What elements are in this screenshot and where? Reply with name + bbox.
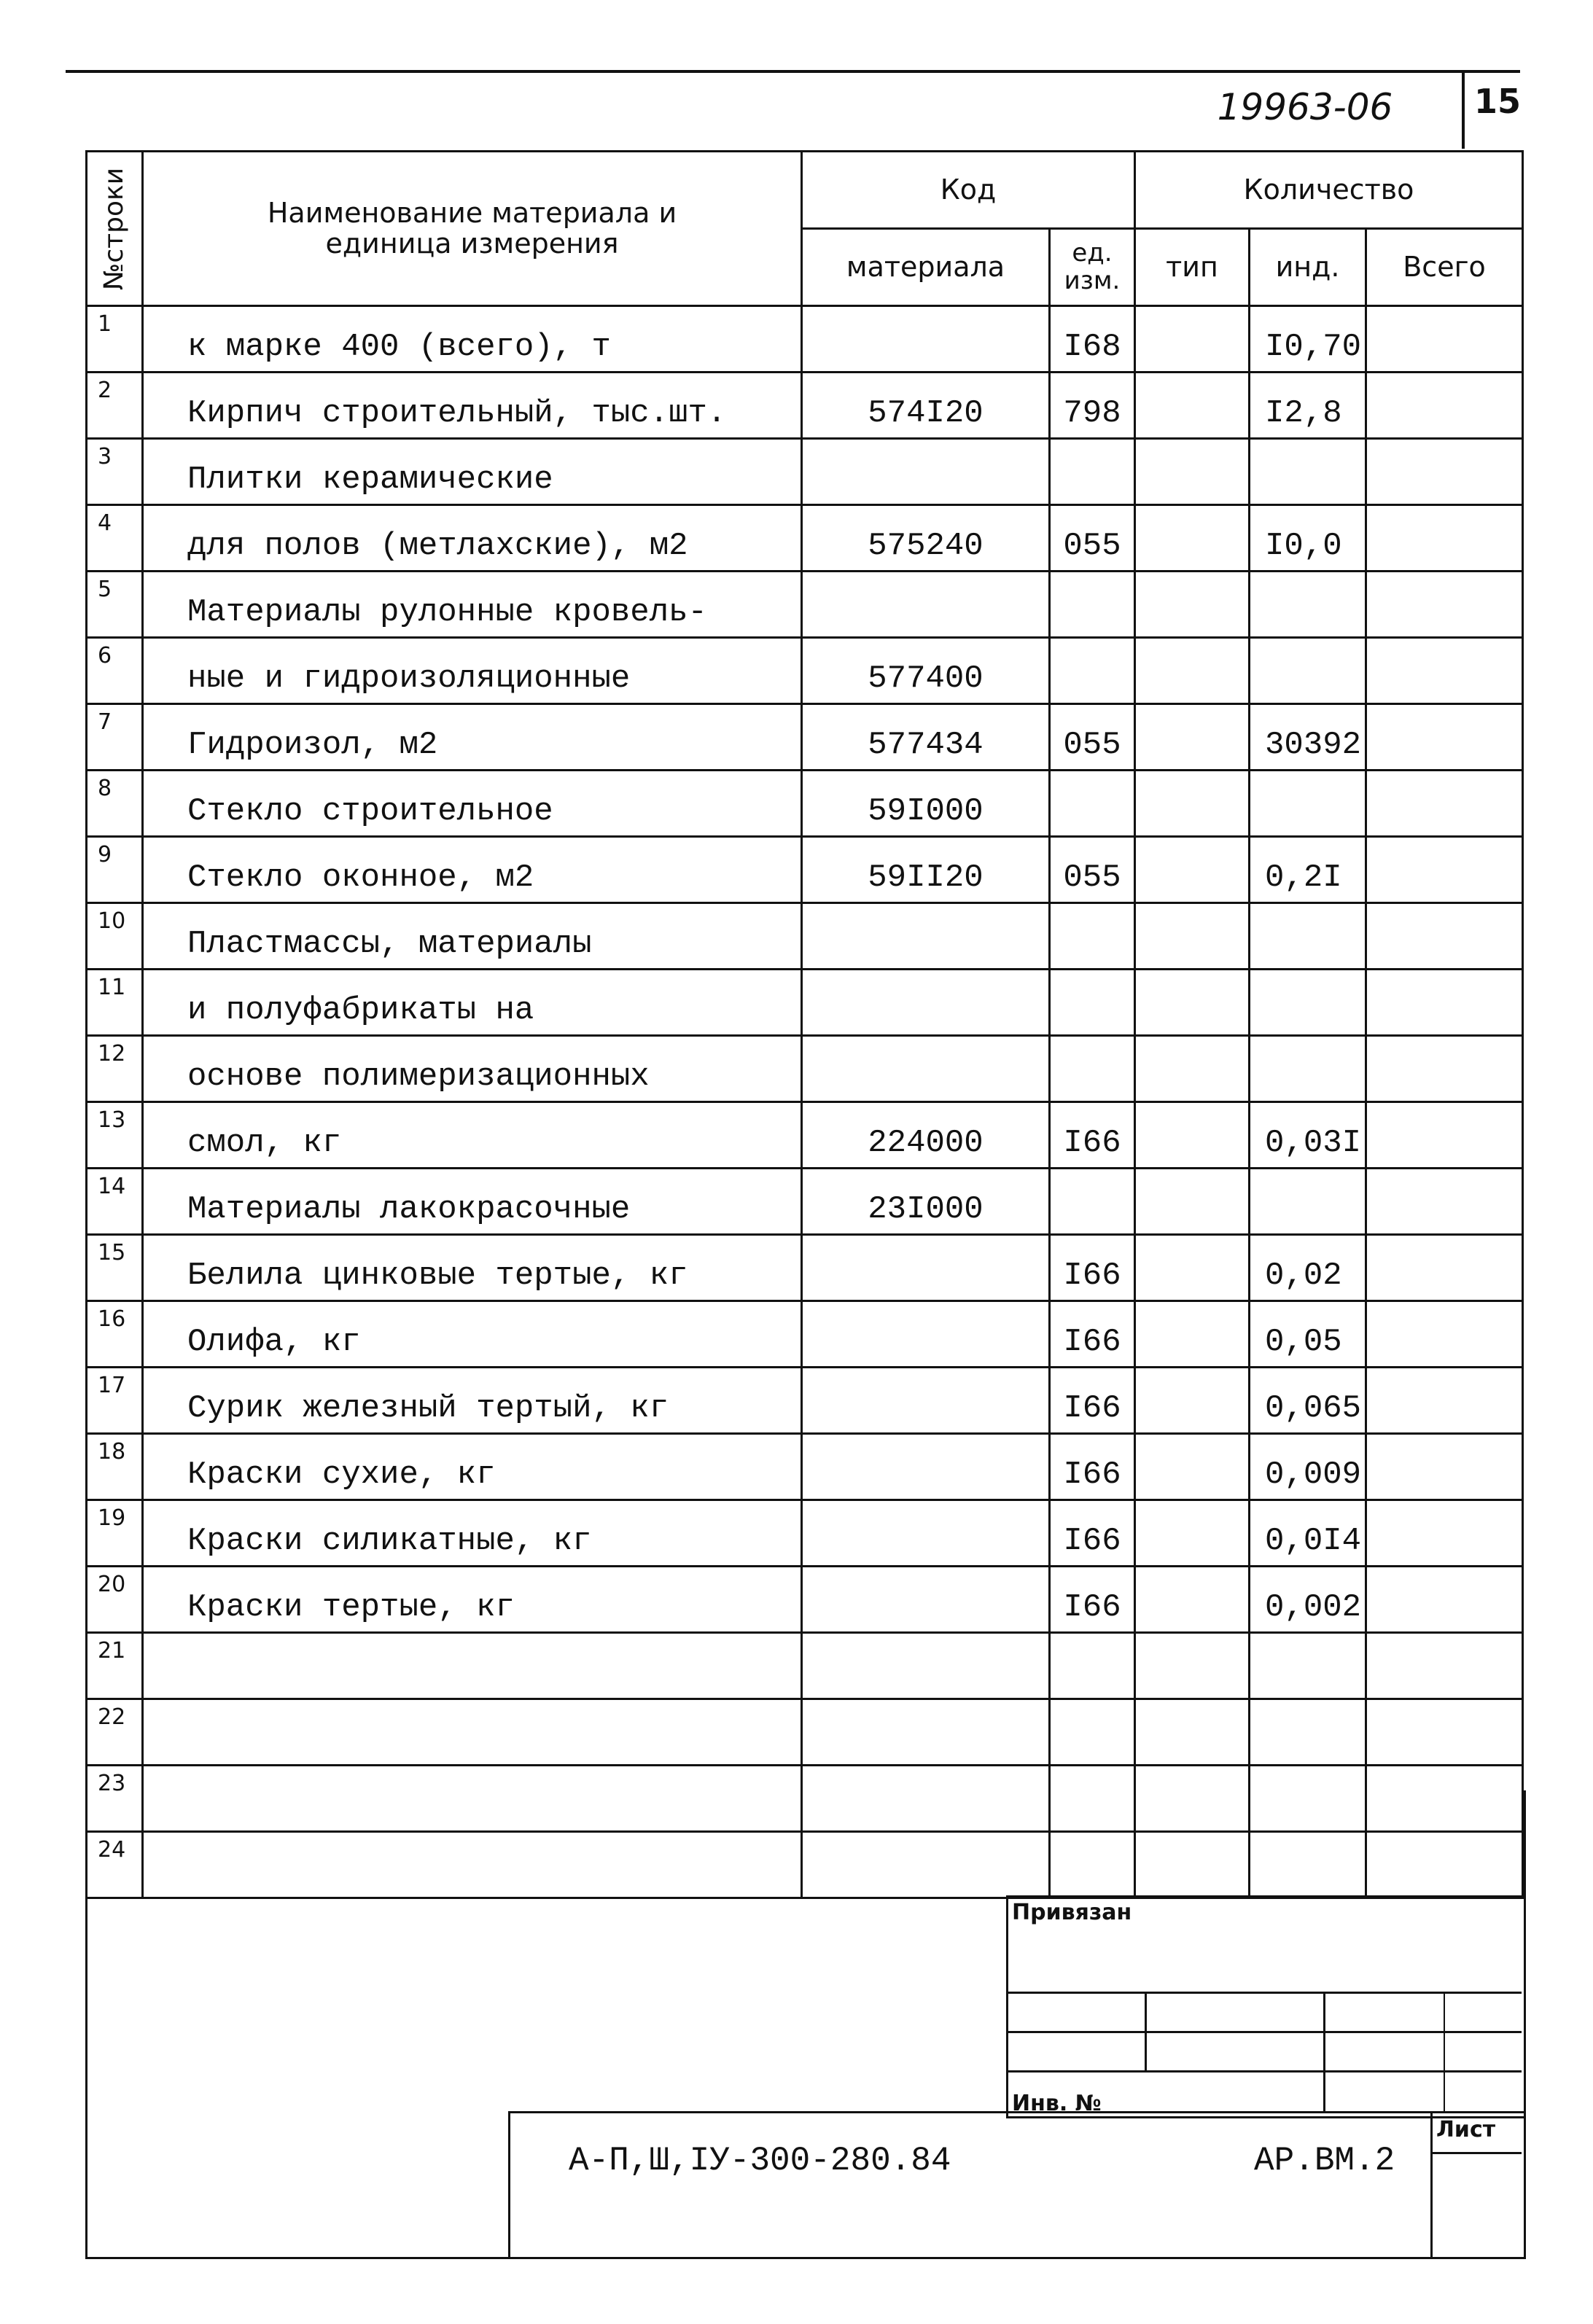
cell-ind xyxy=(1250,970,1366,1036)
table-row xyxy=(87,1368,1523,1434)
table-row xyxy=(87,1169,1523,1235)
qty-total-header: Всего xyxy=(1366,229,1523,306)
page-number-divider xyxy=(1462,70,1465,149)
cell-no: 14 xyxy=(87,1169,143,1235)
cell-total xyxy=(1366,1102,1523,1169)
code-header: Код xyxy=(802,152,1135,229)
cell-unit: 055 xyxy=(1050,704,1135,771)
cell-unit xyxy=(1050,970,1135,1036)
cell-total xyxy=(1366,1368,1523,1434)
cell-no: 15 xyxy=(87,1235,143,1301)
cell-unit xyxy=(1050,771,1135,837)
cell-name: Пластмассы, материалы xyxy=(143,903,802,970)
row-number-header: №строки xyxy=(87,152,143,306)
cell-no: 16 xyxy=(87,1301,143,1368)
cell-ind: 0,009 xyxy=(1250,1434,1366,1500)
cell-type xyxy=(1135,505,1250,572)
cell-name: Гидроизол, м2 xyxy=(143,704,802,771)
cell-no: 18 xyxy=(87,1434,143,1500)
cell-ind: 0,05 xyxy=(1250,1301,1366,1368)
table-row xyxy=(87,1235,1523,1301)
stamp-line xyxy=(1323,1992,1325,2111)
cell-total xyxy=(1366,1235,1523,1301)
cell-material: 574I20 xyxy=(802,373,1050,439)
cell-unit: I66 xyxy=(1050,1235,1135,1301)
cell-ind xyxy=(1250,1036,1366,1102)
cell-unit xyxy=(1050,1169,1135,1235)
cell-type xyxy=(1135,1699,1250,1766)
cell-name: и полуфабрикаты на xyxy=(143,970,802,1036)
cell-type xyxy=(1135,1567,1250,1633)
table-row xyxy=(87,903,1523,970)
cell-total xyxy=(1366,572,1523,638)
cell-name: основе полимеризационных xyxy=(143,1036,802,1102)
cell-type xyxy=(1135,1235,1250,1301)
cell-no: 3 xyxy=(87,439,143,505)
cell-total xyxy=(1366,903,1523,970)
cell-total xyxy=(1366,439,1523,505)
cell-type xyxy=(1135,837,1250,903)
cell-total xyxy=(1366,1500,1523,1567)
cell-material xyxy=(802,1699,1050,1766)
cell-no: 22 xyxy=(87,1699,143,1766)
cell-total xyxy=(1366,771,1523,837)
cell-material xyxy=(802,306,1050,373)
cell-total xyxy=(1366,306,1523,373)
cell-ind: 0,002 xyxy=(1250,1567,1366,1633)
cell-name xyxy=(143,1699,802,1766)
cell-type xyxy=(1135,1633,1250,1699)
cell-unit: 055 xyxy=(1050,837,1135,903)
cell-unit xyxy=(1050,572,1135,638)
cell-total xyxy=(1366,638,1523,704)
table-row xyxy=(87,572,1523,638)
stamp-line xyxy=(1444,1992,1445,2111)
cell-unit xyxy=(1050,1633,1135,1699)
sheet-line xyxy=(1430,2152,1522,2154)
stamp-line xyxy=(1145,1992,1147,2070)
cell-material xyxy=(802,1036,1050,1102)
cell-no: 13 xyxy=(87,1102,143,1169)
top-rule xyxy=(66,70,1520,73)
cell-ind: 0,0I4 xyxy=(1250,1500,1366,1567)
cell-no: 11 xyxy=(87,970,143,1036)
cell-no: 8 xyxy=(87,771,143,837)
table-row xyxy=(87,1102,1523,1169)
cell-material: 23I000 xyxy=(802,1169,1050,1235)
cell-unit: 798 xyxy=(1050,373,1135,439)
cell-name: Краски сухие, кг xyxy=(143,1434,802,1500)
table-row xyxy=(87,373,1523,439)
material-name-header: Наименование материала и единица измерения xyxy=(143,152,802,306)
cell-total xyxy=(1366,505,1523,572)
cell-material xyxy=(802,1500,1050,1567)
cell-ind: 0,2I xyxy=(1250,837,1366,903)
cell-no: 20 xyxy=(87,1567,143,1633)
cell-unit: I66 xyxy=(1050,1102,1135,1169)
cell-material xyxy=(802,1434,1050,1500)
table-row xyxy=(87,837,1523,903)
cell-name: к марке 400 (всего), т xyxy=(143,306,802,373)
cell-no: 2 xyxy=(87,373,143,439)
cell-unit: I66 xyxy=(1050,1567,1135,1633)
cell-material: 59II20 xyxy=(802,837,1050,903)
cell-material xyxy=(802,903,1050,970)
cell-ind xyxy=(1250,1633,1366,1699)
cell-material: 59I000 xyxy=(802,771,1050,837)
table-row xyxy=(87,1500,1523,1567)
cell-total xyxy=(1366,1036,1523,1102)
cell-type xyxy=(1135,1102,1250,1169)
cell-type xyxy=(1135,306,1250,373)
cell-no: 12 xyxy=(87,1036,143,1102)
cell-type xyxy=(1135,1368,1250,1434)
cell-type xyxy=(1135,572,1250,638)
binding-stamp xyxy=(1006,1895,1524,2118)
cell-unit: I66 xyxy=(1050,1301,1135,1368)
cell-unit xyxy=(1050,638,1135,704)
table-row xyxy=(87,1633,1523,1699)
page-number: 15 xyxy=(1474,82,1522,121)
cell-total xyxy=(1366,837,1523,903)
cell-no: 21 xyxy=(87,1633,143,1699)
cell-type xyxy=(1135,1169,1250,1235)
table-row xyxy=(87,771,1523,837)
cell-ind xyxy=(1250,638,1366,704)
cell-name: Краски силикатные, кг xyxy=(143,1500,802,1567)
cell-type xyxy=(1135,771,1250,837)
cell-unit: I68 xyxy=(1050,306,1135,373)
table-body xyxy=(87,306,1523,1898)
table-row xyxy=(87,306,1523,373)
cell-ind xyxy=(1250,1699,1366,1766)
cell-type xyxy=(1135,1036,1250,1102)
qty-ind-header: инд. xyxy=(1250,229,1366,306)
cell-total xyxy=(1366,1633,1523,1699)
cell-type xyxy=(1135,970,1250,1036)
cell-unit xyxy=(1050,1036,1135,1102)
cell-name: Олифа, кг xyxy=(143,1301,802,1368)
cell-type xyxy=(1135,439,1250,505)
cell-type xyxy=(1135,1301,1250,1368)
cell-unit xyxy=(1050,903,1135,970)
cell-material xyxy=(802,572,1050,638)
cell-no: 6 xyxy=(87,638,143,704)
cell-ind: I0,70 xyxy=(1250,306,1366,373)
cell-name: для полов (метлахские), м2 xyxy=(143,505,802,572)
cell-name: смол, кг xyxy=(143,1102,802,1169)
cell-ind xyxy=(1250,771,1366,837)
cell-ind xyxy=(1250,1169,1366,1235)
cell-total xyxy=(1366,373,1523,439)
qty-type-header: тип xyxy=(1135,229,1250,306)
table-row xyxy=(87,1699,1523,1766)
cell-unit xyxy=(1050,439,1135,505)
table-row xyxy=(87,704,1523,771)
table-row xyxy=(87,1036,1523,1102)
cell-ind xyxy=(1250,572,1366,638)
cell-name: Кирпич строительный, тыс.шт. xyxy=(143,373,802,439)
cell-unit xyxy=(1050,1699,1135,1766)
cell-name: Белила цинковые тертые, кг xyxy=(143,1235,802,1301)
cell-name: Стекло оконное, м2 xyxy=(143,837,802,903)
cell-material xyxy=(802,1567,1050,1633)
cell-material: 577434 xyxy=(802,704,1050,771)
table-row xyxy=(87,1301,1523,1368)
cell-type xyxy=(1135,1500,1250,1567)
cell-name: ные и гидроизоляционные xyxy=(143,638,802,704)
cell-type xyxy=(1135,1434,1250,1500)
inventory-label: Инв. № xyxy=(1012,2091,1102,2116)
sheet-code: АР.ВМ.2 xyxy=(1254,2142,1395,2180)
cell-total xyxy=(1366,1699,1523,1766)
cell-material xyxy=(802,970,1050,1036)
bound-label: Привязан xyxy=(1012,1900,1132,1925)
materials-table xyxy=(85,150,1524,1899)
cell-name: Стекло строительное xyxy=(143,771,802,837)
cell-material xyxy=(802,439,1050,505)
cell-no: 10 xyxy=(87,903,143,970)
cell-no: 17 xyxy=(87,1368,143,1434)
cell-name: Краски тертые, кг xyxy=(143,1567,802,1633)
cell-total xyxy=(1366,1434,1523,1500)
material-code-header: материала xyxy=(802,229,1050,306)
cell-unit: I66 xyxy=(1050,1368,1135,1434)
cell-material: 575240 xyxy=(802,505,1050,572)
cell-type xyxy=(1135,704,1250,771)
table-row xyxy=(87,439,1523,505)
cell-no: 23 xyxy=(87,1766,143,1832)
cell-total xyxy=(1366,1567,1523,1633)
table-row xyxy=(87,970,1523,1036)
cell-name: Плитки керамические xyxy=(143,439,802,505)
table-row xyxy=(87,638,1523,704)
cell-material: 224000 xyxy=(802,1102,1050,1169)
cell-name: Материалы лакокрасочные xyxy=(143,1169,802,1235)
cell-ind: 0,02 xyxy=(1250,1235,1366,1301)
cell-material xyxy=(802,1301,1050,1368)
cell-name: Материалы рулонные кровель- xyxy=(143,572,802,638)
cell-total xyxy=(1366,704,1523,771)
cell-type xyxy=(1135,373,1250,439)
cell-unit: 055 xyxy=(1050,505,1135,572)
sheet-label: Лист xyxy=(1436,2117,1496,2142)
unit-code-header: ед. изм. xyxy=(1050,229,1135,306)
cell-ind: 0,065 xyxy=(1250,1368,1366,1434)
table-row xyxy=(87,1567,1523,1633)
cell-ind xyxy=(1250,903,1366,970)
cell-ind: 0,03I xyxy=(1250,1102,1366,1169)
cell-no: 19 xyxy=(87,1500,143,1567)
cell-total xyxy=(1366,1169,1523,1235)
cell-ind: 30392 xyxy=(1250,704,1366,771)
table-row xyxy=(87,505,1523,572)
cell-total xyxy=(1366,1301,1523,1368)
title-block xyxy=(508,2111,1524,2259)
drawing-code: А-П,Ш,IУ-300-280.84 xyxy=(569,2142,951,2180)
cell-ind: I2,8 xyxy=(1250,373,1366,439)
cell-type xyxy=(1135,903,1250,970)
cell-material xyxy=(802,1633,1050,1699)
cell-material: 577400 xyxy=(802,638,1050,704)
cell-total xyxy=(1366,970,1523,1036)
cell-ind xyxy=(1250,439,1366,505)
cell-no: 5 xyxy=(87,572,143,638)
cell-material xyxy=(802,1368,1050,1434)
cell-material xyxy=(802,1235,1050,1301)
cell-unit: I66 xyxy=(1050,1500,1135,1567)
cell-no: 7 xyxy=(87,704,143,771)
cell-unit: I66 xyxy=(1050,1434,1135,1500)
cell-name xyxy=(143,1633,802,1699)
cell-no: 24 xyxy=(87,1832,143,1898)
quantity-header: Количество xyxy=(1135,152,1523,229)
table-row xyxy=(87,1434,1523,1500)
cell-no: 1 xyxy=(87,306,143,373)
cell-ind: I0,0 xyxy=(1250,505,1366,572)
cell-type xyxy=(1135,638,1250,704)
cell-no: 9 xyxy=(87,837,143,903)
cell-name: Сурик железный тертый, кг xyxy=(143,1368,802,1434)
document-number: 19963-06 xyxy=(1217,86,1393,128)
cell-no: 4 xyxy=(87,505,143,572)
